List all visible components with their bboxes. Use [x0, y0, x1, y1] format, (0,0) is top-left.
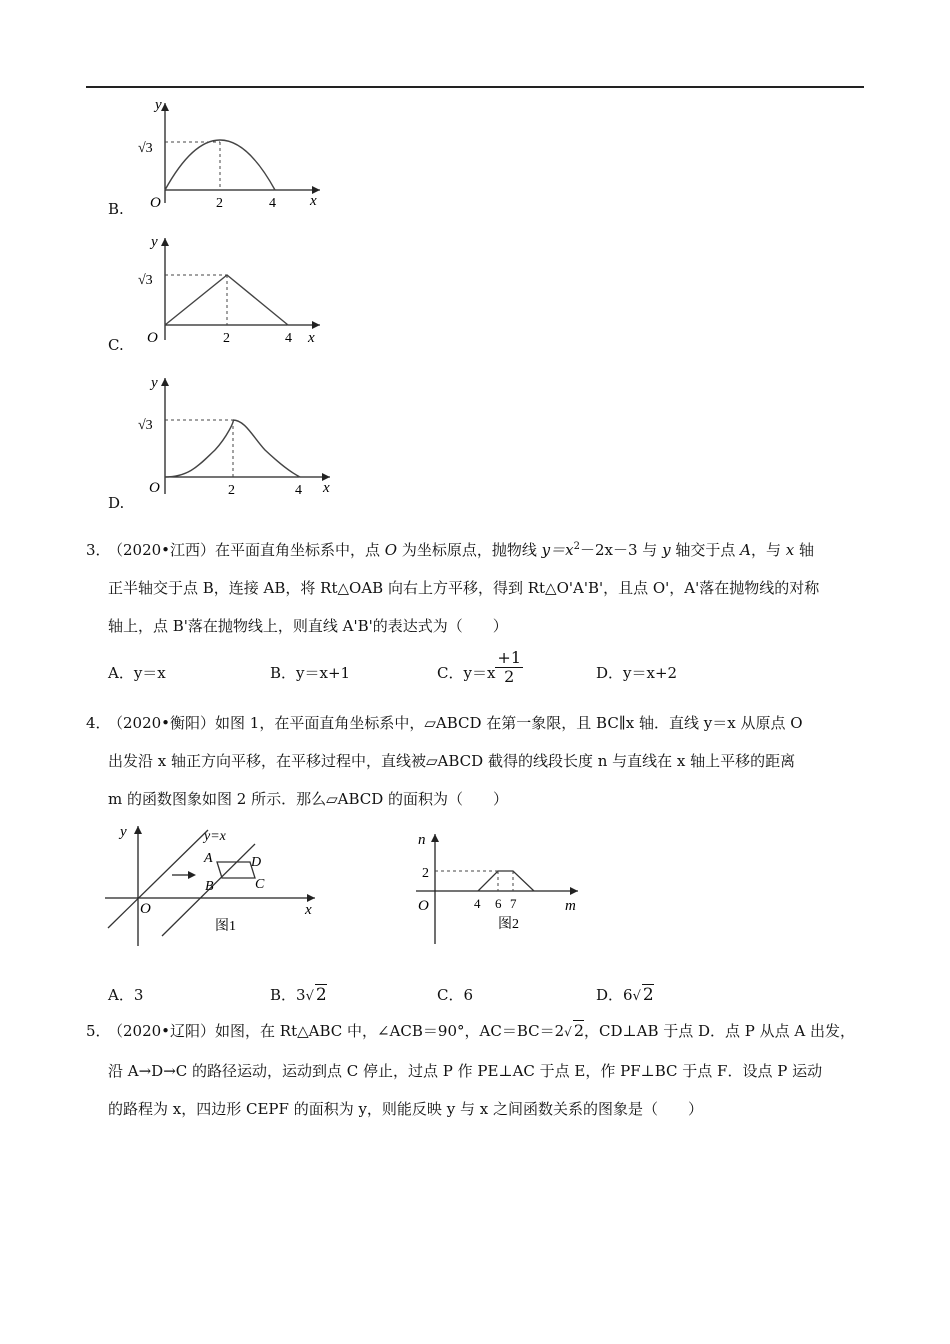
header-rule	[86, 86, 864, 88]
q3-line2: 正半轴交于点 B，连接 AB，将 Rt△OAB 向右上方平移，得到 Rt△O'A'B'，且点 O'，A'落在抛物线的对称	[108, 579, 820, 597]
option-d-label: D.	[108, 494, 125, 512]
svg-text:O: O	[150, 195, 161, 210]
svg-text:B: B	[205, 879, 214, 894]
q4-figure-1	[100, 818, 325, 948]
q3-line1: （2020•江西）在平面直角坐标系中，点 O 为坐标原点，抛物线 $y=x^2-2x-3$ 与 y 轴交于点 A，与 x 轴	[108, 541, 814, 559]
svg-text:7: 7	[510, 896, 517, 911]
option-c-graph	[135, 232, 330, 347]
q4-figure-2	[410, 826, 590, 946]
q4-option-a: A．3	[108, 986, 144, 1004]
svg-text:x: x	[308, 330, 315, 346]
svg-text:n: n	[418, 832, 426, 848]
q4-line2: 出发沿 x 轴正方向平移，在平移过程中，直线被▱ABCD 截得的线段长度 n 与直线在 x 轴上平移的距离	[108, 752, 796, 770]
svg-text:y: y	[151, 375, 158, 391]
svg-text:图2: 图2	[498, 917, 519, 932]
svg-text:2: 2	[216, 196, 223, 210]
svg-text:m: m	[565, 898, 576, 914]
q4-option-c: C．6	[437, 986, 474, 1004]
svg-text:y: y	[155, 97, 162, 113]
svg-text:x: x	[323, 480, 330, 496]
svg-text:y=x: y=x	[204, 829, 226, 844]
q3-option-b: B．y＝x+1	[270, 664, 351, 682]
q3-option-d: D．y＝x+2	[596, 664, 678, 682]
q4-number: 4．	[86, 714, 111, 732]
svg-text:y: y	[151, 234, 158, 250]
svg-text:A: A	[204, 851, 213, 866]
svg-text:√3: √3	[138, 418, 153, 433]
svg-text:2: 2	[422, 866, 429, 881]
q4-option-b: B．3√ 2	[270, 985, 327, 1005]
svg-text:D: D	[251, 855, 262, 870]
svg-text:2: 2	[223, 331, 230, 346]
q3-number: 3．	[86, 541, 111, 559]
svg-text:O: O	[149, 480, 160, 496]
option-c-label: C.	[108, 336, 124, 354]
option-b-graph	[135, 95, 330, 210]
svg-text:C: C	[255, 877, 265, 892]
svg-text:4: 4	[474, 896, 481, 911]
q5-line3: 的路程为 x，四边形 CEPF 的面积为 y，则能反映 y 与 x 之间函数关系的图象是（ ）	[108, 1100, 703, 1118]
q5-line2: 沿 A→D→C 的路径运动，运动到点 C 停止，过点 P 作 PE⊥AC 于点 E，作 PF⊥BC 于点 F．设点 P 运动	[108, 1062, 823, 1080]
svg-text:x: x	[310, 193, 317, 209]
svg-text:4: 4	[269, 196, 276, 210]
q4-option-d: D．6√ 2	[596, 985, 654, 1005]
svg-text:4: 4	[295, 483, 302, 497]
q5-number: 5．	[86, 1022, 111, 1040]
svg-text:O: O	[147, 330, 158, 346]
svg-text:√3: √3	[138, 141, 153, 156]
q3-line3: 轴上，点 B'落在抛物线上，则直线 A'B'的表达式为（ ）	[108, 617, 508, 635]
q4-line3: m 的函数图象如图 2 所示．那么▱ABCD 的面积为（ ）	[108, 790, 509, 808]
q4-line1: （2020•衡阳）如图 1，在平面直角坐标系中，▱ABCD 在第一象限，且 BC∥x 轴．直线 y＝x 从原点 O	[108, 714, 803, 732]
q3-option-a: A．y＝x	[108, 664, 166, 682]
svg-text:4: 4	[285, 331, 292, 346]
svg-text:O: O	[140, 901, 151, 917]
svg-text:√3: √3	[138, 273, 153, 288]
svg-text:图1: 图1	[215, 919, 236, 934]
q3-option-c: C．y＝x $\frac{+1}{2}$	[437, 647, 522, 686]
svg-text:2: 2	[228, 483, 235, 497]
option-d-graph	[135, 372, 340, 497]
svg-text:y: y	[120, 824, 127, 840]
svg-text:x: x	[305, 902, 312, 918]
svg-text:O: O	[418, 898, 429, 914]
option-b-label: B.	[108, 200, 124, 218]
svg-text:6: 6	[495, 896, 502, 911]
q5-line1: （2020•辽阳）如图，在 Rt△ABC 中，∠ACB＝90°，AC＝BC＝2√ 2，CD⊥AB 于点 D．点 P 从点 A 出发，	[108, 1021, 856, 1040]
